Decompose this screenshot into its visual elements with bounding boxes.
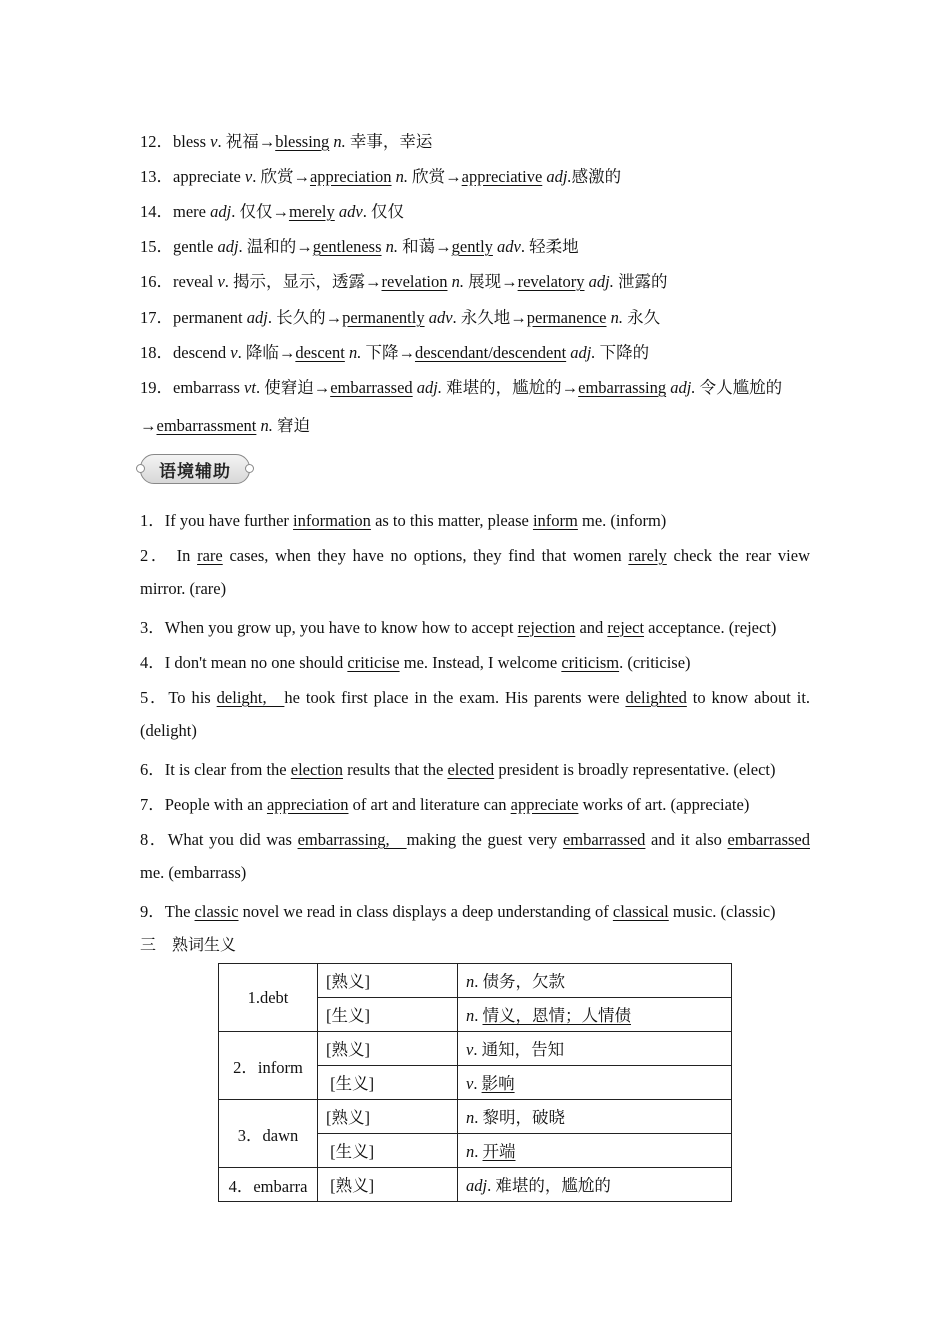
tag-familiar: [熟义] xyxy=(318,1100,458,1134)
meaning-new: n. 情义，恩情；人情债 xyxy=(458,998,732,1032)
table-row xyxy=(219,1100,732,1134)
tag-familiar: [熟义] xyxy=(318,964,458,998)
table-word: 3．dawn xyxy=(219,1100,318,1168)
table-word: 1.debt xyxy=(219,964,318,1032)
context-sentence-2-cont: mirror. (rare) xyxy=(140,579,227,598)
meaning-familiar: adj. 难堪的，尴尬的 xyxy=(458,1168,732,1202)
derivation-item: 18．descend v. 降临→descent n. 下降→descendant/descendent adj. 下降的 xyxy=(140,343,650,362)
section-title: 三 熟词生义 xyxy=(140,935,237,954)
context-sentence-6: 6．It is clear from the election results that the elected president is broadly representative. (elect) xyxy=(140,760,776,779)
tag-new: [生义] xyxy=(318,998,458,1032)
context-sentence-5-cont: (delight) xyxy=(140,721,197,740)
tag-familiar: [熟义] xyxy=(318,1032,458,1066)
tag-familiar: [熟义] xyxy=(318,1168,458,1202)
meaning-familiar: n. 债务，欠款 xyxy=(458,964,732,998)
context-sentence-4: 4．I don't mean no one should criticise me. Instead, I welcome criticism. (criticise) xyxy=(140,653,691,672)
table-row xyxy=(219,1032,732,1066)
derivation-item: 16．reveal v. 揭示，显示，透露→revelation n. 展现→revelatory adj. 泄露的 xyxy=(140,272,668,291)
derivation-item-19: 19．embarrass vt. 使窘迫→embarrassed adj. 难堪的，尴尬的→embarrassing adj. 令人尴尬的 xyxy=(140,378,783,397)
tag-new: [生义] xyxy=(318,1066,458,1100)
context-sentence-8-cont: me. (embarrass) xyxy=(140,863,247,882)
derivation-item: 17．permanent adj. 长久的→permanently adv. 永久地→permanence n. 永久 xyxy=(140,308,661,327)
meaning-new: v. 影响 xyxy=(458,1066,732,1100)
context-sentence-9: 9．The classic novel we read in class displays a deep understanding of classical music. (classic) xyxy=(140,902,776,921)
derivation-item: 15．gentle adj. 温和的→gentleness n. 和蔼→gently adv. 轻柔地 xyxy=(140,237,579,256)
derivation-item: 12．bless v. 祝福→blessing n. 幸事，幸运 xyxy=(140,132,433,151)
context-sentence-2: 2． In rare cases, when they have no options, they find that women rarely check the rear view xyxy=(140,546,810,565)
context-sentence-3: 3．When you grow up, you have to know how to accept rejection and reject acceptance. (reject) xyxy=(140,618,777,637)
context-sentence-1: 1．If you have further information as to this matter, please inform me. (inform) xyxy=(140,511,667,530)
context-sentence-8: 8．What you did was embarrassing, making the guest very embarrassed and it also embarrassed xyxy=(140,830,810,849)
tag-new: [生义] xyxy=(318,1134,458,1168)
derivation-item: 14．mere adj. 仅仅→merely adv. 仅仅 xyxy=(140,202,404,221)
meaning-familiar: v. 通知，告知 xyxy=(458,1032,732,1066)
derivation-item-19-cont: →embarrassment n. 窘迫 xyxy=(140,416,311,435)
context-sentence-7: 7．People with an appreciation of art and literature can appreciate works of art. (appreciate) xyxy=(140,795,750,814)
context-sentence-5: 5．To his delight, he took first place in the exam. His parents were delighted to know about it. xyxy=(140,688,811,707)
meaning-familiar: n. 黎明，破晓 xyxy=(458,1100,732,1134)
derivation-item: 13．appreciate v. 欣赏→appreciation n. 欣赏→appreciative adj.感激的 xyxy=(140,167,622,186)
table-row xyxy=(219,1168,732,1202)
context-badge: 语境辅助 xyxy=(140,454,250,484)
table-row xyxy=(219,964,732,998)
meaning-new: n. 开端 xyxy=(458,1134,732,1168)
table-word: 2．inform xyxy=(219,1032,318,1100)
table-word: 4．embarra xyxy=(219,1168,318,1202)
vocab-table xyxy=(218,963,732,1202)
